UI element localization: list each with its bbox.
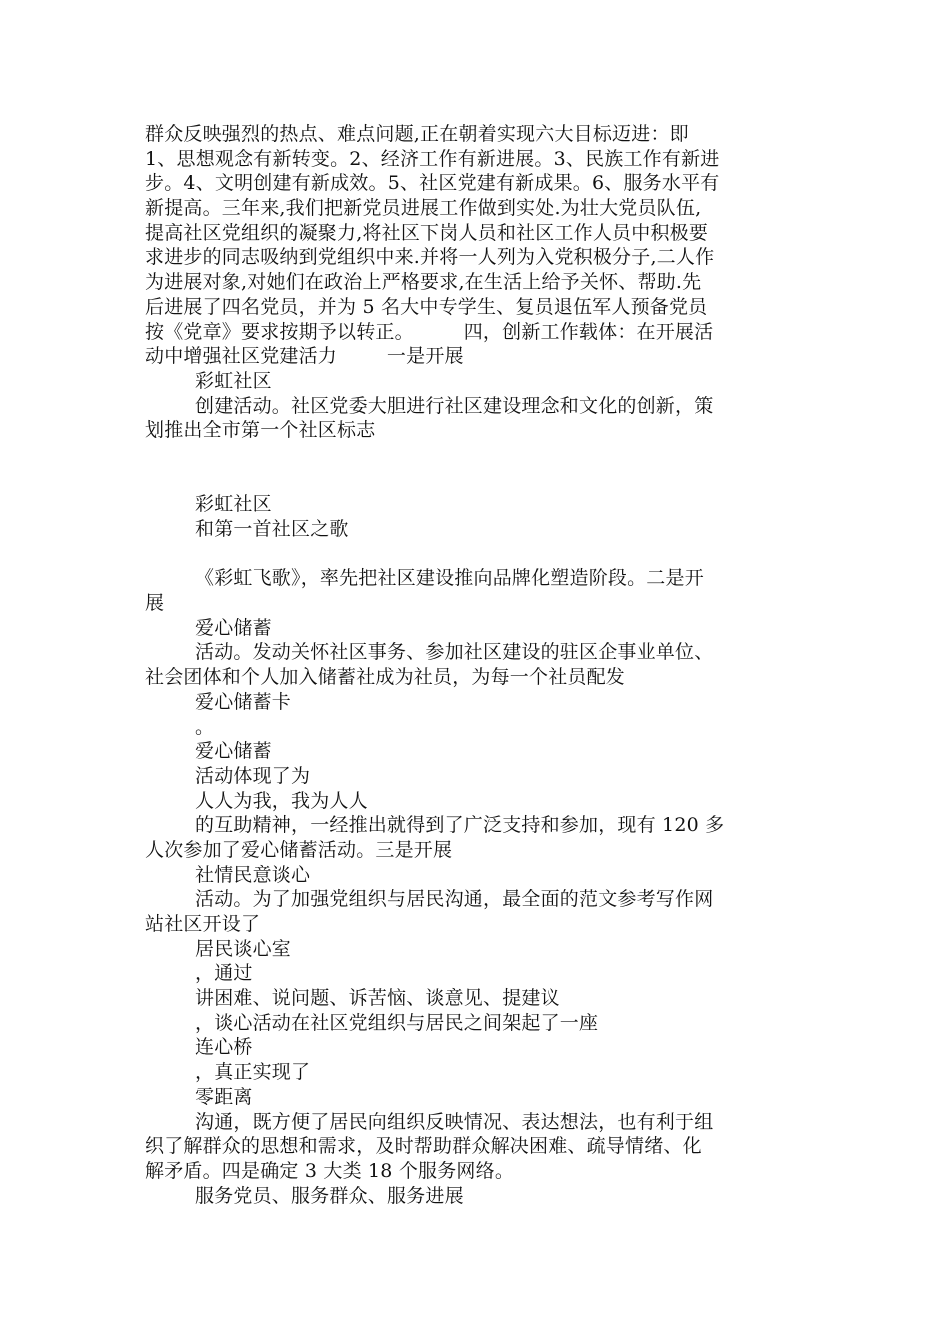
- text-line: 服务党员、服务群众、服务进展: [195, 1184, 464, 1207]
- text-line: 沟通，既方便了居民向组织反映情况、表达想法，也有利于组: [195, 1110, 714, 1133]
- text-line: 居民谈心室: [195, 937, 292, 960]
- text-line: 站社区开设了: [145, 913, 261, 936]
- text-line: 爱心储蓄卡: [195, 690, 292, 713]
- text-line: 彩虹社区: [195, 369, 272, 392]
- text-line: 彩虹社区: [195, 493, 272, 516]
- text-line: 后进展了四名党员，并为 5 名大中专学生、复员退伍军人预备党员: [145, 295, 708, 318]
- text-line: ，真正实现了: [195, 1061, 311, 1084]
- text-line: 人次参加了爱心储蓄活动。三是开展: [145, 838, 453, 861]
- document-body: [145, 122, 807, 1208]
- text-line: 《彩虹飞歌》，率先把社区建设推向品牌化塑造阶段。二是开: [195, 567, 704, 590]
- text-line: ，谈心活动在社区党组织与居民之间架起了一座: [195, 1011, 599, 1034]
- text-line: 的互助精神，一经推出就得到了广泛支持和参加，现有 120 多: [195, 814, 725, 837]
- text-line: 人人为我，我为人人: [195, 789, 368, 812]
- text-line: 1、思想观念有新转变。2、经济工作有新进展。3、民族工作有新进: [145, 147, 720, 170]
- text-line: 活动。为了加强党组织与居民沟通，最全面的范文参考写作网: [195, 888, 714, 911]
- text-line: 新提高。三年来,我们把新党员进展工作做到实处.为壮大党员队伍,: [145, 197, 702, 220]
- text-line: 连心桥: [195, 1036, 253, 1059]
- text-line: 活动。发动关怀社区事务、参加社区建设的驻区企事业单位、: [195, 641, 714, 664]
- blank-space: [145, 542, 807, 567]
- text-line: 为进展对象,对她们在政治上严格要求,在生活上给予关怀、帮助.先: [145, 271, 702, 294]
- text-line: 讲困难、说问题、诉苦恼、谈意见、提建议: [195, 987, 560, 1010]
- text-line: 创建活动。社区党委大胆进行社区建设理念和文化的创新，策: [195, 394, 714, 417]
- text-line: 社情民意谈心: [195, 863, 311, 886]
- text-line: 爱心储蓄: [195, 616, 272, 639]
- text-line: 步。4、文明创建有新成效。5、社区党建有新成果。6、服务水平有: [145, 172, 720, 195]
- text-line: 展: [145, 592, 165, 615]
- text-line: 活动体现了为: [195, 764, 311, 787]
- text-line: 和第一首社区之歌: [195, 518, 349, 541]
- text-line: 爱心储蓄: [195, 740, 272, 763]
- text-line: 织了解群众的思想和需求，及时帮助群众解决困难、疏导情绪、化: [145, 1135, 702, 1158]
- text-line: 提高社区党组织的凝聚力,将社区下岗人员和社区工作人员中积极要: [145, 221, 709, 244]
- text-line: 按《党章》要求按期予以转正。 四，创新工作载体：在开展活: [145, 320, 714, 343]
- text-line: 群众反映强烈的热点、难点问题,正在朝着实现六大目标迈进：即: [145, 123, 689, 145]
- text-line: ，通过: [195, 962, 253, 985]
- text-line: 。: [195, 715, 215, 738]
- text-line: 解矛盾。四是确定 3 大类 18 个服务网络。: [145, 1159, 515, 1182]
- text-line: 动中增强社区党建活力 一是开展: [145, 345, 464, 368]
- text-line: 划推出全市第一个社区标志: [145, 419, 376, 442]
- text-line: 零距离: [195, 1085, 253, 1108]
- text-line: 社会团体和个人加入储蓄社成为社员，为每一个社员配发: [145, 666, 626, 689]
- text-line: 求进步的同志吸纳到党组织中来.并将一人列为入党积极分子,二人作: [145, 246, 715, 269]
- blank-space: [145, 443, 807, 492]
